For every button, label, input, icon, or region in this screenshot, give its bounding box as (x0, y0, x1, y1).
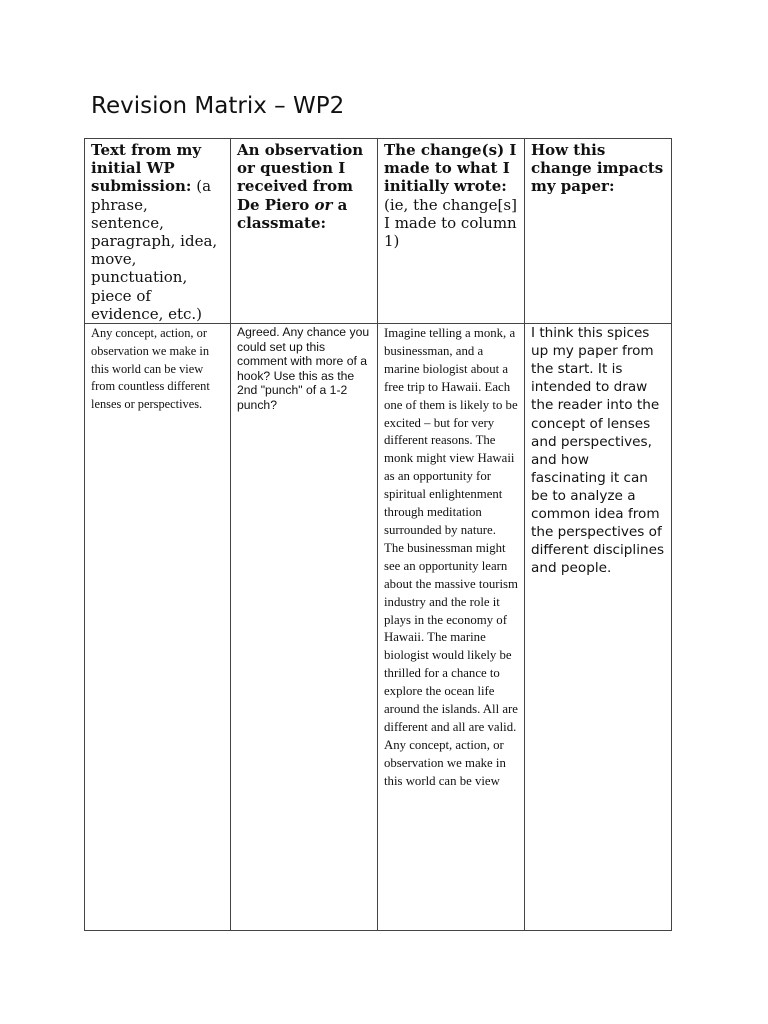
page-title: Revision Matrix – WP2 (91, 93, 345, 119)
cell-change (378, 324, 525, 931)
header-cell-feedback (231, 139, 378, 324)
header-cell-change (378, 139, 525, 324)
original-text: Any concept, action, or observation we make in this world can be view from countless different lenses or perspectives. (91, 326, 210, 412)
header-feedback-label-end: a classmate: (237, 195, 348, 232)
header-cell-impact (525, 139, 672, 324)
header-feedback-label-start: An observation or question I received from De Piero (237, 141, 364, 214)
header-row (85, 139, 672, 324)
feedback-text: Agreed. Any chance you could set up this comment with more of a hook? Use this as the 2nd "punch" of a 1-2 punch? (237, 325, 370, 412)
header-original-text-hint: (a phrase, sentence, paragraph, idea, move, punctuation, piece of evidence, etc.) (91, 177, 218, 323)
header-cell-original-text (85, 139, 231, 324)
revision-matrix-table (84, 138, 672, 931)
cell-original-text (85, 324, 231, 931)
header-change-label: The change(s) I made to what I initially wrote: (384, 141, 517, 196)
header-change-hint: (ie, the change[s] I made to column 1) (384, 195, 517, 251)
cell-impact (525, 324, 672, 931)
header-impact-label: How this change impacts my paper: (531, 141, 664, 196)
change-text: Imagine telling a monk, a businessman, and a marine biologist about a free trip to Hawaii. Each one of them is likely to be excited – but for very different reasons. The monk might view Hawaii as an opportunity for spiritual enlightenment through meditation surrounded by nature. The businessman might see an opportunity learn about the massive tourism industry and the role it plays in the economy of Hawaii. The marine biologist would likely be thrilled for a chance to explore the ocean life around the islands. All are different and all are valid. Any concept, action, or observation we make in this world can be view (384, 326, 518, 788)
header-feedback-label-or: or (314, 195, 333, 214)
impact-text: I think this spices up my paper from the start. It is intended to draw the reader into the concept of lenses and perspectives, and how fascinating it can be to analyze a common idea from the perspectives of different disciplines and people. (531, 325, 665, 577)
cell-feedback (231, 324, 378, 931)
header-original-text-label: Text from my initial WP submission: (91, 141, 202, 196)
table-row (85, 324, 672, 931)
